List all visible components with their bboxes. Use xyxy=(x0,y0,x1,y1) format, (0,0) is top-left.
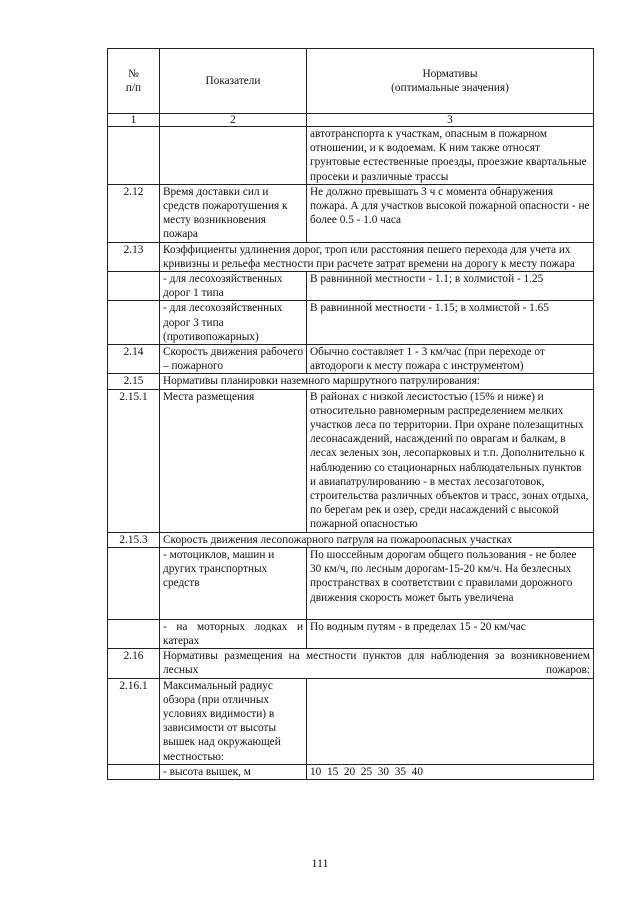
row-norm: Не должно превышать 3 ч с момента обнаружения пожара. А для участков высокой пожарной опасности - не более 0.5 - 1.0 часа xyxy=(307,184,594,242)
row-indicator: - мотоциклов, машин и других транспортных средств xyxy=(160,547,307,619)
page-number: 111 xyxy=(311,856,329,870)
row-indicator: Скорость движения рабочего – пожарного xyxy=(160,345,307,374)
table-row xyxy=(108,184,594,242)
col-index: 2 xyxy=(160,114,307,127)
row-indicator: - на моторных лодках и катерах xyxy=(160,619,307,648)
row-number: 2.16.1 xyxy=(108,678,160,764)
column-index-row xyxy=(108,114,594,127)
header-indicators: Показатели xyxy=(160,49,307,114)
row-number: 2.15.1 xyxy=(108,389,160,532)
row-section-title: Скорость движения лесопожарного патруля на пожароопасных участках xyxy=(160,532,594,547)
row-number: 2.15.3 xyxy=(108,532,160,547)
table-row xyxy=(108,649,594,678)
row-norm: По водным путям - в пределах 15 - 20 км/час xyxy=(307,619,594,648)
norms-table xyxy=(107,48,594,780)
row-norm: В районах с низкой лесистостью (15% и ниже) и относительно равномерным распределением мелких участков леса по территории. При охране полезащитных лесонасаждений, насаждений по оврагам и балкам, в лесах зеленых зон, лесопарковых и т.п. Дополнительно к наблюдению со стационарных наблюдательных пунктов и авиапатрулированию - в местах лесозаготовок, строительства различных объектов и трасс, зонах отдыха, по берегам рек и озер, среди насаждений с высокой пожарной опасностью xyxy=(307,389,594,532)
row-number xyxy=(108,301,160,345)
row-number: 2.14 xyxy=(108,345,160,374)
table-header xyxy=(108,49,594,114)
row-number: 2.13 xyxy=(108,242,160,271)
header-norms: Нормативы (оптимальные значения) xyxy=(307,49,594,114)
table-row xyxy=(108,532,594,547)
row-indicator: Максимальный радиус обзора (при отличных условиях видимости) в зависимости от высоты вышек над окружающей местностью: xyxy=(160,678,307,764)
row-indicator: - высота вышек, м xyxy=(160,764,307,779)
row-norm: автотранспорта к участкам, опасным в пожарном отношении, и к водоемам. К ним также относят грунтовые естественные проезды, проезжие квартальные просеки и различные трассы xyxy=(307,127,594,185)
table-row xyxy=(108,127,594,185)
row-number: 2.15 xyxy=(108,374,160,389)
row-indicator: Места размещения xyxy=(160,389,307,532)
table-row xyxy=(108,242,594,271)
row-norm: В равнинной местности - 1.1; в холмистой - 1.25 xyxy=(307,272,594,301)
row-number xyxy=(108,764,160,779)
row-indicator: - для лесохозяйственных дорог 1 типа xyxy=(160,272,307,301)
col-index: 3 xyxy=(307,114,594,127)
row-indicator xyxy=(160,127,307,185)
table-row xyxy=(108,301,594,345)
header-num: № п/п xyxy=(108,49,160,114)
table-row xyxy=(108,374,594,389)
table-row xyxy=(108,389,594,532)
table-row xyxy=(108,678,594,764)
table-row xyxy=(108,619,594,648)
table-row xyxy=(108,272,594,301)
row-norm: По шоссейным дорогам общего пользования - не более 30 км/ч, по лесным дорогам-15-20 км/ч. На безлесных пространствах в соответствии с правилами дорожного движения скорость может быть увеличена xyxy=(307,547,594,619)
row-section-title: Нормативы планировки наземного маршрутного патрулирования: xyxy=(160,374,594,389)
row-number xyxy=(108,272,160,301)
row-section-title: Коэффициенты удлинения дорог, троп или расстояния пешего перехода для учета их кривизны и рельефа местности при расчете затрат времени на дорогу к месту пожара xyxy=(160,242,594,271)
table-row xyxy=(108,547,594,619)
row-number: 2.16 xyxy=(108,649,160,678)
table-row xyxy=(108,764,594,779)
table-row xyxy=(108,345,594,374)
row-norm: Обычно составляет 1 - 3 км/час (при переходе от автодороги к месту пожара с инструментом) xyxy=(307,345,594,374)
row-norm: 10 15 20 25 30 35 40 xyxy=(307,764,594,779)
row-indicator: Время доставки сил и средств пожаротушения к месту возникновения пожара xyxy=(160,184,307,242)
row-number xyxy=(108,619,160,648)
row-number xyxy=(108,127,160,185)
row-norm xyxy=(307,678,594,764)
row-indicator: - для лесохозяйственных дорог 3 типа (противопожарных) xyxy=(160,301,307,345)
col-index: 1 xyxy=(108,114,160,127)
row-norm: В равнинной местности - 1.15; в холмистой - 1.65 xyxy=(307,301,594,345)
row-number xyxy=(108,547,160,619)
row-number: 2.12 xyxy=(108,184,160,242)
row-section-title: Нормативы размещения на местности пунктов для наблюдения за возникновением лесных пожаров: xyxy=(160,649,594,678)
